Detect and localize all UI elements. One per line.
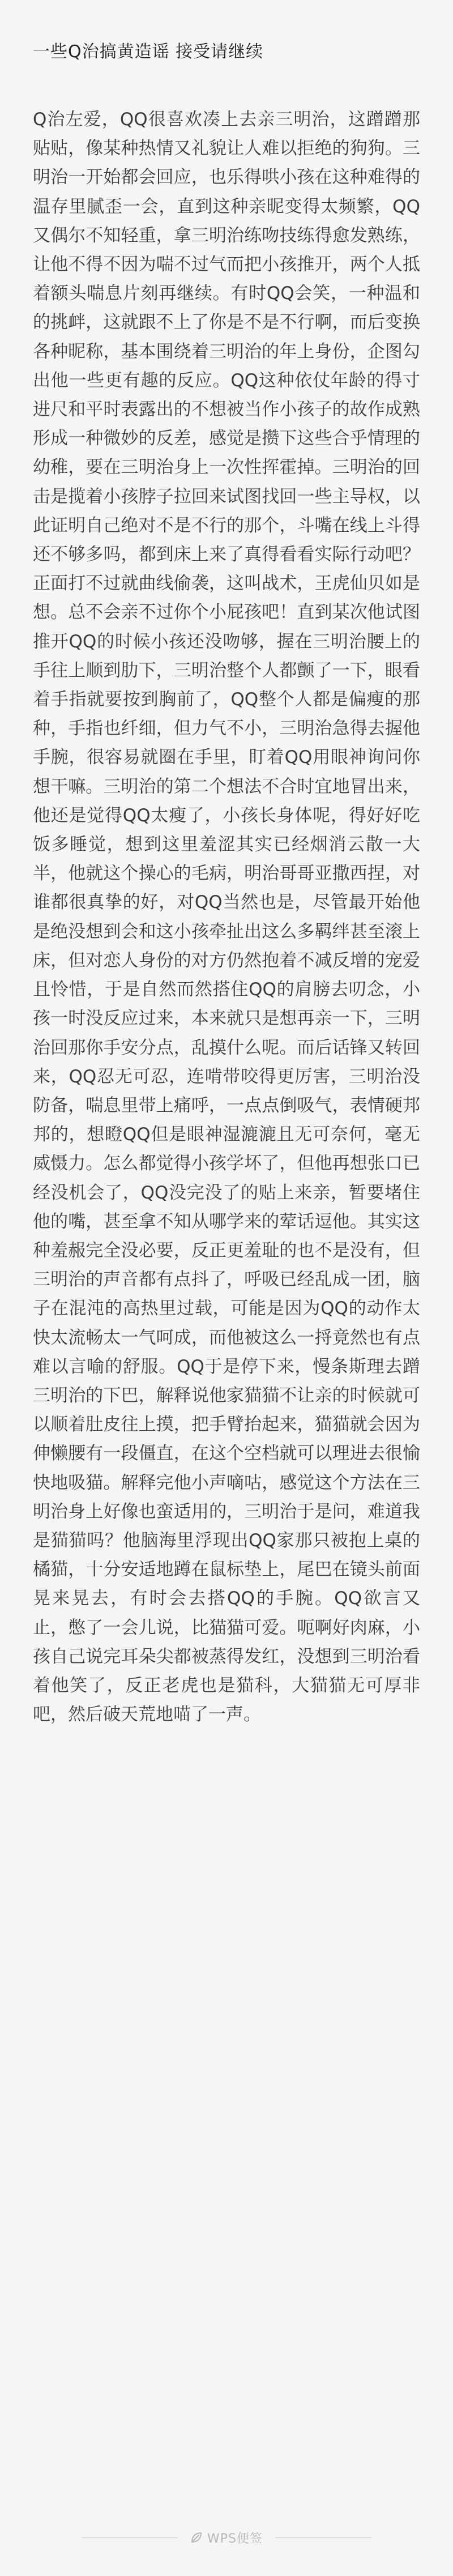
footer-brand-label: WPS便签 bbox=[207, 2531, 263, 2546]
note-title: 一些Q治搞黄造谣 接受请继续 bbox=[33, 42, 264, 62]
note-paragraph: Q治左爱，QQ很喜欢凑上去亲三明治，这蹭蹭那贴贴，像某种热情又礼貌让人难以拒绝的狗狗。三明治一开始都会回应，也乐得哄小孩在这种难得的温存里腻歪一会，直到这种亲昵变得太频繁，QQ又偶尔不知轻重，拿三明治练吻技练得愈发熟练，让他不得不因为喘不过气而把小孩推开，两个人抵着额头喘息片刻再继续。有时QQ会笑，一种温和的挑衅，这就跟不上了你是不是不行啊，而后变换各种昵称，基本围绕着三明治的年上身份，企图勾出他一些更有趣的反应。QQ这种依仗年龄的得寸进尺和平时表露出的不想被当作小孩子的故作成熟形成一种微妙的反差，感觉是攒下这些合乎情理的幼稚，要在三明治身上一次性挥霍掉。三明治的回击是揽着小孩脖子拉回来试图找回一些主导权，以此证明自己绝对不是不行的那个，斗嘴在线上斗得还不够多吗，都到床上来了真得看看实际行动吧？正面打不过就曲线偷袭，这叫战术，王虎仙贝如是想。总不会亲不过你个小屁孩吧！直到某次他试图推开QQ的时候小孩还没吻够，握在三明治腰上的手往上顺到肋下，三明治整个人都颤了一下，眼看着手指就要按到胸前了，QQ整个人都是偏瘦的那种，手指也纤细，但力气不小，三明治急得去握他手腕，很容易就圈在手里，盯着QQ用眼神询问你想干嘛。三明治的第二个想法不合时宜地冒出来，他还是觉得QQ太瘦了，小孩长身体呢，得好好吃饭多睡觉，想到这里羞涩其实已经烟消云散一大半，他就这个操心的毛病，明治哥哥亚撒西捏，对谁都很真挚的好，对QQ当然也是，尽管最开始他是绝没想到会和这小孩牵扯出这么多羁绊甚至滚上床，但对恋人身份的对方仍然抱着不减反增的宠爱且怜惜，于是自然而然搭住QQ的肩膀去叨念，小孩一时没反应过来，本来就只是想再亲一下，三明治回那你手安分点，乱摸什么呢。而后话锋又转回来，QQ忍无可忍，连啃带咬得更厉害，三明治没防备，喘息里带上痛呼，一点点倒吸气，表情硬邦邦的，想瞪QQ但是眼神湿漉漉且无可奈何，毫无威慑力。怎么都觉得小孩学坏了，但他再想张口已经没机会了，QQ没完没了的贴上来亲，暂要堵住他的嘴，甚至拿不知从哪学来的荤话逗他。其实这种羞赧完全没必要，反正更羞耻的也不是没有，但三明治的声音都有点抖了，呼吸已经乱成一团，脑子在混沌的高热里过载，可能是因为QQ的动作太快太流畅太一气呵成，而他被这么一捋竟然也有点难以言喻的舒服。QQ于是停下来，慢条斯理去蹭三明治的下巴，解释说他家猫猫不让亲的时候就可以顺着肚皮往上摸，把手臂抬起来，猫猫就会因为伸懒腰有一段僵直，在这个空档就可以理进去很愉快地吸猫。解释完他小声嘀咕，感觉这个方法在三明治身上好像也蛮适用的，三明治于是问，难道我是猫猫吗？他脑海里浮现出QQ家那只被抱上桌的橘猫，十分安适地蹲在鼠标垫上，尾巴在镜头前面晃来晃去，有时会去搭QQ的手腕。QQ欲言又止，憋了一会儿说，比猫猫可爱。呃啊好肉麻，小孩自己说完耳朵尖都被蒸得发红，没想到三明治看着他笑了，反正老虎也是猫科，大猫猫无可厚非吧，然后破天荒地喵了一声。 bbox=[33, 109, 420, 1725]
footer-watermark bbox=[0, 2526, 453, 2549]
footer-brand bbox=[182, 2529, 271, 2547]
note-body bbox=[33, 105, 420, 1729]
footer-rule-right bbox=[275, 2537, 371, 2538]
wps-leaf-logo-icon bbox=[190, 2531, 203, 2544]
footer-rule-left bbox=[82, 2537, 178, 2538]
